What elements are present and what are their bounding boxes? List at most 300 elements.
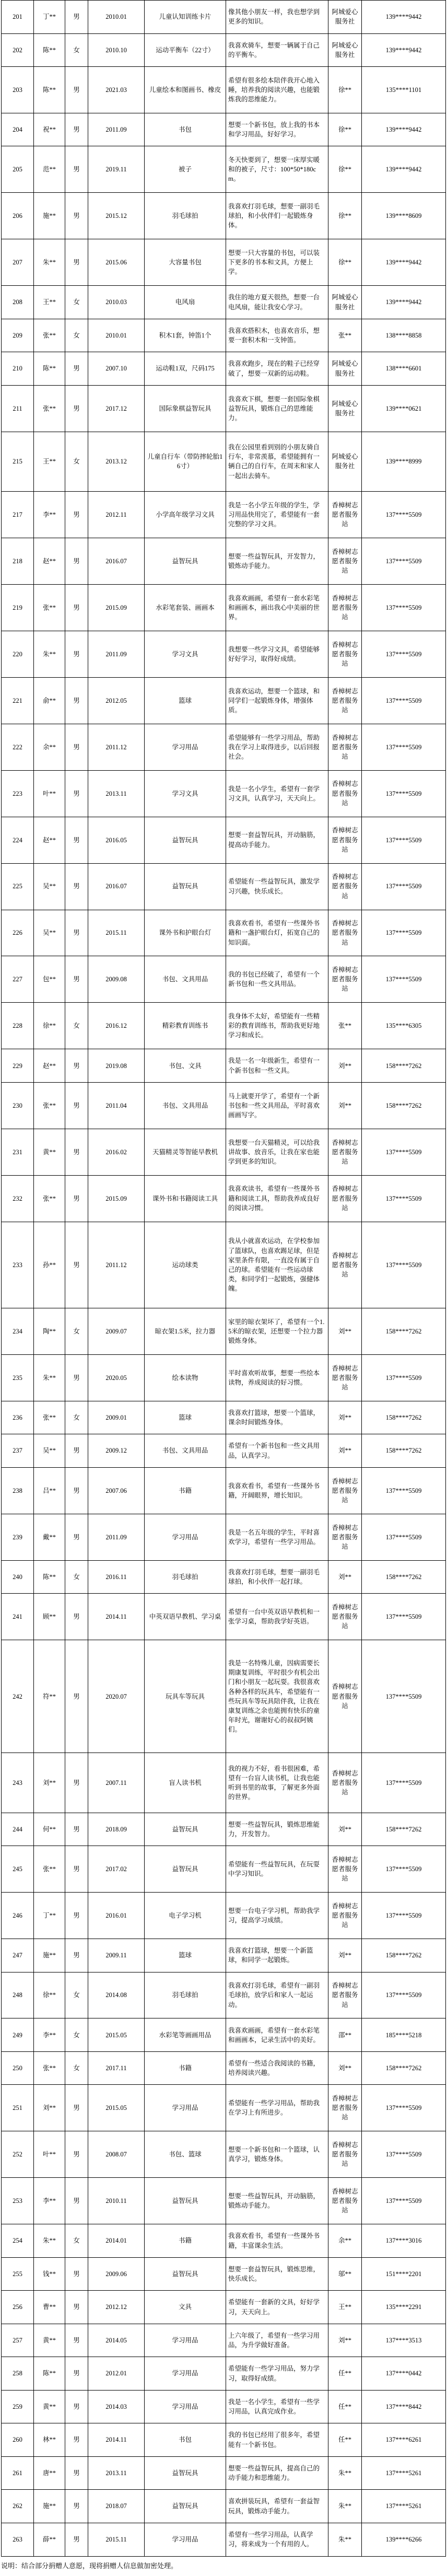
cell-name: 吴** bbox=[34, 910, 65, 956]
cell-birth: 2011.09 bbox=[88, 113, 145, 146]
cell-birth: 2010.11 bbox=[88, 2178, 145, 2224]
cell-no: 208 bbox=[2, 286, 34, 319]
table-row bbox=[2, 385, 446, 432]
table-row bbox=[2, 538, 446, 585]
cell-gender: 男 bbox=[65, 863, 88, 910]
cell-wish: 益智玩具 bbox=[145, 2490, 226, 2523]
cell-birth: 2015.11 bbox=[88, 2523, 145, 2556]
cell-reason: 像其他小朋友一样，我也想学到更多的知识。 bbox=[226, 1, 328, 34]
cell-wish: 篮球 bbox=[145, 1401, 226, 1434]
cell-claimant: 香樟树志愿者服务站 bbox=[328, 1514, 362, 1560]
cell-no: 248 bbox=[2, 1972, 34, 2018]
table-row bbox=[2, 2390, 446, 2423]
cell-no: 236 bbox=[2, 1401, 34, 1434]
cell-birth: 2020.07 bbox=[88, 1640, 145, 1753]
cell-name: 张** bbox=[34, 1401, 65, 1434]
cell-phone: 158****7262 bbox=[362, 1939, 446, 1972]
cell-wish: 益智玩具 bbox=[145, 1846, 226, 1893]
cell-wish: 书籍 bbox=[145, 2051, 226, 2085]
cell-wish: 绘本读物 bbox=[145, 1354, 226, 1401]
table-body bbox=[2, 1, 446, 2557]
cell-no: 263 bbox=[2, 2523, 34, 2556]
cell-phone: 158****7262 bbox=[362, 1813, 446, 1846]
cell-no: 227 bbox=[2, 956, 34, 1003]
cell-wish: 中英双语早教机、学习桌 bbox=[145, 1594, 226, 1640]
cell-birth: 2016.02 bbox=[88, 1129, 145, 1175]
cell-reason: 想要一个新书包，放上我的书本和学习用品，好好学习。 bbox=[226, 113, 328, 146]
cell-gender: 男 bbox=[65, 1175, 88, 1222]
cell-gender: 男 bbox=[65, 1753, 88, 1813]
cell-wish: 水彩笔等画画用品 bbox=[145, 2018, 226, 2052]
cell-no: 211 bbox=[2, 385, 34, 432]
table-row bbox=[2, 2224, 446, 2258]
cell-claimant: 张** bbox=[328, 1003, 362, 1049]
cell-birth: 2014.11 bbox=[88, 1594, 145, 1640]
cell-birth: 2016.07 bbox=[88, 863, 145, 910]
cell-wish: 小学高年级学习文具 bbox=[145, 492, 226, 538]
table-row bbox=[2, 2178, 446, 2224]
cell-gender: 男 bbox=[65, 113, 88, 146]
cell-phone: 137****5509 bbox=[362, 1753, 446, 1813]
table-row bbox=[2, 1049, 446, 1083]
cell-claimant: 刘** bbox=[328, 1401, 362, 1434]
cell-no: 207 bbox=[2, 239, 34, 286]
cell-reason: 我喜欢画画，希望有一套水彩笔和画画本，记录生活中的美好。 bbox=[226, 2018, 328, 2052]
cell-claimant: 香樟树志愿者服务站 bbox=[328, 1467, 362, 1514]
cell-birth: 2016.11 bbox=[88, 1560, 145, 1594]
table-row bbox=[2, 286, 446, 319]
cell-gender: 男 bbox=[65, 1640, 88, 1753]
cell-gender: 男 bbox=[65, 1049, 88, 1083]
cell-no: 246 bbox=[2, 1893, 34, 1939]
cell-phone: 137****5261 bbox=[362, 2456, 446, 2490]
table-row bbox=[2, 239, 446, 286]
cell-gender: 男 bbox=[65, 2423, 88, 2457]
cell-gender: 男 bbox=[65, 1222, 88, 1308]
cell-name: 徐** bbox=[34, 1972, 65, 2018]
cell-claimant: 王** bbox=[328, 2291, 362, 2324]
table-row bbox=[2, 33, 446, 67]
cell-gender: 女 bbox=[65, 2051, 88, 2085]
cell-birth: 2011.12 bbox=[88, 724, 145, 770]
cell-birth: 2015.11 bbox=[88, 910, 145, 956]
cell-phone: 137****5509 bbox=[362, 910, 446, 956]
cell-birth: 2010.10 bbox=[88, 33, 145, 67]
cell-gender: 男 bbox=[65, 1, 88, 34]
cell-gender: 男 bbox=[65, 2523, 88, 2556]
cell-reason: 希望能有一些学习用品，努力学习，取得好成绩。 bbox=[226, 2357, 328, 2391]
cell-claimant: 邬** bbox=[328, 2257, 362, 2291]
cell-name: 陈** bbox=[34, 1560, 65, 1594]
table-row bbox=[2, 770, 446, 817]
cell-reason: 我是一名小学五年级的学生，学习用品快用完了，希望能有一套完整的学习文具。 bbox=[226, 492, 328, 538]
cell-wish: 羽毛球拍 bbox=[145, 1972, 226, 2018]
cell-claimant: 香樟树志愿者服务站 bbox=[328, 1640, 362, 1753]
cell-wish: 羽毛球拍 bbox=[145, 1560, 226, 1594]
cell-gender: 女 bbox=[65, 1972, 88, 2018]
cell-reason: 我的书包已经破了，希望有一个新书包和一些文具用品。 bbox=[226, 956, 328, 1003]
cell-phone: 158****7262 bbox=[362, 2051, 446, 2085]
cell-reason: 想要一些益智玩具，提高自己的动手能力和思维能力。 bbox=[226, 2456, 328, 2490]
cell-name: 范** bbox=[34, 146, 65, 193]
table-row bbox=[2, 1082, 446, 1129]
cell-reason: 我喜欢看书，希望有一些课外书籍，开阔眼界，增长知识。 bbox=[226, 1467, 328, 1514]
cell-phone: 185****5218 bbox=[362, 2018, 446, 2052]
cell-reason: 我喜欢下棋，想要一套国际象棋益智玩具，锻炼自己的思维能力。 bbox=[226, 385, 328, 432]
table-row bbox=[2, 432, 446, 491]
cell-phone: 158****7262 bbox=[362, 1401, 446, 1434]
cell-reason: 想要一台电子学习机，帮助我学习，提高学习成绩。 bbox=[226, 1893, 328, 1939]
table-row bbox=[2, 1514, 446, 1560]
cell-birth: 2015.09 bbox=[88, 1175, 145, 1222]
cell-birth: 2011.12 bbox=[88, 1222, 145, 1308]
cell-reason: 马上就要开学了，希望有一个新书包和一些文具用品，平时喜欢画画写字。 bbox=[226, 1082, 328, 1129]
cell-wish: 益智玩具 bbox=[145, 2257, 226, 2291]
cell-wish: 书包、篮球 bbox=[145, 2131, 226, 2178]
cell-no: 259 bbox=[2, 2390, 34, 2423]
cell-claimant: 刘** bbox=[328, 1308, 362, 1354]
cell-phone: 137****5261 bbox=[362, 2490, 446, 2523]
cell-claimant: 香樟树志愿者服务站 bbox=[328, 631, 362, 677]
cell-claimant: 徐** bbox=[328, 67, 362, 113]
cell-name: 唐** bbox=[34, 2456, 65, 2490]
cell-reason: 希望能够有一些学习用品，帮助我在学习上取得进步，以后回报社会。 bbox=[226, 724, 328, 770]
cell-name: 施** bbox=[34, 1939, 65, 1972]
cell-claimant: 朱** bbox=[328, 2523, 362, 2556]
cell-phone: 137****5509 bbox=[362, 1594, 446, 1640]
table-row bbox=[2, 1560, 446, 1594]
cell-birth: 2012.01 bbox=[88, 2357, 145, 2391]
cell-wish: 书包、文具用品 bbox=[145, 956, 226, 1003]
cell-reason: 我喜欢看书，希望有一些课外书籍，丰富课余生活。 bbox=[226, 2224, 328, 2258]
cell-no: 223 bbox=[2, 770, 34, 817]
cell-claimant: 阿城爱心服务社 bbox=[328, 352, 362, 386]
cell-phone: 137****5509 bbox=[362, 2085, 446, 2131]
cell-wish: 益智玩具 bbox=[145, 2456, 226, 2490]
cell-claimant: 香樟树志愿者服务站 bbox=[328, 956, 362, 1003]
cell-birth: 2016.05 bbox=[88, 817, 145, 863]
cell-reason: 我是一名小学生，希望有一些学习用品，认真完成作业。 bbox=[226, 2390, 328, 2423]
cell-reason: 家里的晾衣架坏了，希望有一个1.5米的晾衣架，还想要一个拉力器锻炼身体。 bbox=[226, 1308, 328, 1354]
cell-wish: 书包、文具 bbox=[145, 1049, 226, 1083]
cell-name: 包** bbox=[34, 956, 65, 1003]
cell-name: 赵** bbox=[34, 538, 65, 585]
cell-claimant: 阿城爱心服务社 bbox=[328, 1, 362, 34]
cell-wish: 课外书和护眼台灯 bbox=[145, 910, 226, 956]
cell-birth: 2019.08 bbox=[88, 1049, 145, 1083]
table-row bbox=[2, 1939, 446, 1972]
cell-phone: 137****5509 bbox=[362, 538, 446, 585]
wish-list-table bbox=[1, 0, 446, 2557]
cell-phone: 138****6601 bbox=[362, 352, 446, 386]
cell-no: 210 bbox=[2, 352, 34, 386]
table-row bbox=[2, 724, 446, 770]
cell-birth: 2013.11 bbox=[88, 2456, 145, 2490]
cell-phone: 137****5509 bbox=[362, 1129, 446, 1175]
cell-reason: 我住的地方夏天很热，想要一台电风扇，能让我安心学习。 bbox=[226, 286, 328, 319]
cell-claimant: 香樟树志愿者服务站 bbox=[328, 1222, 362, 1308]
cell-reason: 我喜欢读书，希望有一些课外书籍和阅读工具，帮助我养成良好的阅读习惯。 bbox=[226, 1175, 328, 1222]
cell-birth: 2018.07 bbox=[88, 2490, 145, 2523]
cell-reason: 上六年级了，希望有一些学习用品，为升学做好准备。 bbox=[226, 2324, 328, 2357]
cell-reason: 喜欢拼装玩具，希望有一套益智玩具，锻炼动手能力。 bbox=[226, 2490, 328, 2523]
cell-birth: 2007.10 bbox=[88, 352, 145, 386]
cell-claimant: 刘** bbox=[328, 1813, 362, 1846]
cell-name: 吴** bbox=[34, 1434, 65, 1468]
table-row bbox=[2, 1753, 446, 1813]
cell-phone: 137****5509 bbox=[362, 956, 446, 1003]
cell-claimant: 香樟树志愿者服务站 bbox=[328, 770, 362, 817]
cell-wish: 学习用品 bbox=[145, 2390, 226, 2423]
cell-gender: 男 bbox=[65, 1082, 88, 1129]
cell-name: 李** bbox=[34, 2178, 65, 2224]
cell-wish: 电风扇 bbox=[145, 286, 226, 319]
cell-birth: 2009.08 bbox=[88, 956, 145, 1003]
cell-claimant: 任** bbox=[328, 2423, 362, 2457]
cell-claimant: 香樟树志愿者服务站 bbox=[328, 2131, 362, 2178]
table-row bbox=[2, 2324, 446, 2357]
cell-birth: 2009.06 bbox=[88, 2257, 145, 2291]
table-row bbox=[2, 1401, 446, 1434]
cell-gender: 男 bbox=[65, 2085, 88, 2131]
cell-wish: 学习用品 bbox=[145, 2357, 226, 2391]
cell-birth: 2012.11 bbox=[88, 492, 145, 538]
cell-birth: 2009.12 bbox=[88, 1434, 145, 1468]
cell-wish: 课外书和书籍阅读工具 bbox=[145, 1175, 226, 1222]
cell-wish: 运动鞋1双，尺码175 bbox=[145, 352, 226, 386]
cell-no: 260 bbox=[2, 2423, 34, 2457]
cell-birth: 2017.02 bbox=[88, 1846, 145, 1893]
cell-name: 祝** bbox=[34, 113, 65, 146]
cell-gender: 男 bbox=[65, 1594, 88, 1640]
table-row bbox=[2, 1129, 446, 1175]
cell-name: 林** bbox=[34, 2423, 65, 2457]
cell-birth: 2014.03 bbox=[88, 2390, 145, 2423]
cell-phone: 139****9442 bbox=[362, 239, 446, 286]
cell-birth: 2013.11 bbox=[88, 770, 145, 817]
cell-no: 256 bbox=[2, 2291, 34, 2324]
cell-birth: 2021.03 bbox=[88, 67, 145, 113]
cell-reason: 我喜欢运动，想要一个篮球，和同学们一起锻炼身体，增强体质。 bbox=[226, 677, 328, 724]
cell-no: 243 bbox=[2, 1753, 34, 1813]
cell-claimant: 香樟树志愿者服务站 bbox=[328, 1354, 362, 1401]
cell-name: 丁** bbox=[34, 1, 65, 34]
cell-phone: 158****7262 bbox=[362, 1560, 446, 1594]
cell-claimant: 刘** bbox=[328, 1049, 362, 1083]
wish-list-sheet bbox=[1, 0, 446, 2557]
cell-phone: 137****6261 bbox=[362, 2423, 446, 2457]
cell-name: 陈** bbox=[34, 2357, 65, 2391]
cell-birth: 2016.01 bbox=[88, 1893, 145, 1939]
cell-wish: 益智玩具 bbox=[145, 1813, 226, 1846]
table-row bbox=[2, 1594, 446, 1640]
cell-phone: 139****9442 bbox=[362, 146, 446, 193]
cell-no: 242 bbox=[2, 1640, 34, 1753]
cell-claimant: 朱** bbox=[328, 2490, 362, 2523]
cell-wish: 盲人读书机 bbox=[145, 1753, 226, 1813]
cell-birth: 2007.11 bbox=[88, 1753, 145, 1813]
cell-reason: 想要一个新书包和一个篮球，认真学习，锻炼身体。 bbox=[226, 2131, 328, 2178]
cell-birth: 2015.12 bbox=[88, 193, 145, 239]
cell-claimant: 香樟树志愿者服务站 bbox=[328, 910, 362, 956]
cell-no: 202 bbox=[2, 33, 34, 67]
cell-birth: 2012.05 bbox=[88, 677, 145, 724]
cell-no: 233 bbox=[2, 1222, 34, 1308]
cell-phone: 138****8858 bbox=[362, 319, 446, 352]
cell-no: 201 bbox=[2, 1, 34, 34]
table-row bbox=[2, 2490, 446, 2523]
cell-name: 徐** bbox=[34, 1003, 65, 1049]
cell-wish: 儿童认知训练卡片 bbox=[145, 1, 226, 34]
cell-wish: 电子学习机 bbox=[145, 1893, 226, 1939]
cell-phone: 139****9442 bbox=[362, 286, 446, 319]
cell-reason: 我想要一台天猫精灵，可以给我讲故事、放音乐，让我在家也能学到更多的知识。 bbox=[226, 1129, 328, 1175]
cell-reason: 希望能有一套新的文具，好好学习，天天向上。 bbox=[226, 2291, 328, 2324]
cell-gender: 男 bbox=[65, 2131, 88, 2178]
cell-birth: 2014.05 bbox=[88, 2324, 145, 2357]
cell-phone: 158****7262 bbox=[362, 1082, 446, 1129]
cell-wish: 篮球 bbox=[145, 677, 226, 724]
cell-wish: 国际象棋益智玩具 bbox=[145, 385, 226, 432]
cell-phone: 137****5509 bbox=[362, 2131, 446, 2178]
cell-no: 206 bbox=[2, 193, 34, 239]
cell-reason: 希望有一些适合我阅读的书籍，培养阅读兴趣。 bbox=[226, 2051, 328, 2085]
table-row bbox=[2, 1175, 446, 1222]
cell-gender: 男 bbox=[65, 538, 88, 585]
cell-no: 221 bbox=[2, 677, 34, 724]
cell-reason: 想要一些益智玩具，开发智力，锻炼动手能力。 bbox=[226, 538, 328, 585]
table-row bbox=[2, 1, 446, 34]
cell-reason: 希望有一些学习用品，认真学习，将来成为一个有用的人。 bbox=[226, 2523, 328, 2556]
cell-name: 曹** bbox=[34, 2291, 65, 2324]
cell-wish: 学习用品 bbox=[145, 2523, 226, 2556]
cell-reason: 我的书包已经用了很多年，希望能有一个新书包。 bbox=[226, 2423, 328, 2457]
cell-phone: 137****5509 bbox=[362, 1893, 446, 1939]
cell-name: 施** bbox=[34, 193, 65, 239]
cell-phone: 151****2201 bbox=[362, 2257, 446, 2291]
cell-gender: 男 bbox=[65, 1467, 88, 1514]
cell-name: 钱** bbox=[34, 2257, 65, 2291]
cell-phone: 139****0621 bbox=[362, 385, 446, 432]
cell-reason: 我从小就喜欢运动，在学校参加了篮球队，也喜欢踢足球，但是家里条件有限，一直没有属于自己的球。希望能有一些运动球类，和同学们一起锻炼，强健体魄。 bbox=[226, 1222, 328, 1308]
cell-phone: 137****5509 bbox=[362, 677, 446, 724]
cell-reason: 希望有一台中英双语早教机和一张学习桌，帮助我学好英语。 bbox=[226, 1594, 328, 1640]
cell-phone: 137****8442 bbox=[362, 2390, 446, 2423]
cell-birth: 2011.09 bbox=[88, 631, 145, 677]
cell-gender: 男 bbox=[65, 193, 88, 239]
table-row bbox=[2, 2357, 446, 2391]
cell-gender: 女 bbox=[65, 1003, 88, 1049]
cell-claimant: 徐** bbox=[328, 146, 362, 193]
table-row bbox=[2, 817, 446, 863]
cell-gender: 男 bbox=[65, 584, 88, 631]
cell-gender: 女 bbox=[65, 286, 88, 319]
cell-no: 238 bbox=[2, 1467, 34, 1514]
cell-claimant: 张** bbox=[328, 319, 362, 352]
cell-gender: 女 bbox=[65, 1308, 88, 1354]
cell-phone: 137****5509 bbox=[362, 1972, 446, 2018]
cell-no: 222 bbox=[2, 724, 34, 770]
cell-claimant: 香樟树志愿者服务站 bbox=[328, 492, 362, 538]
table-row bbox=[2, 1467, 446, 1514]
cell-birth: 2014.11 bbox=[88, 2423, 145, 2457]
cell-birth: 2016.07 bbox=[88, 538, 145, 585]
cell-no: 245 bbox=[2, 1846, 34, 1893]
table-row bbox=[2, 2456, 446, 2490]
cell-no: 252 bbox=[2, 2131, 34, 2178]
cell-gender: 男 bbox=[65, 352, 88, 386]
cell-name: 张** bbox=[34, 2051, 65, 2085]
cell-birth: 2016.12 bbox=[88, 1003, 145, 1049]
cell-gender: 男 bbox=[65, 2291, 88, 2324]
cell-phone: 139****8609 bbox=[362, 193, 446, 239]
cell-claimant: 香樟树志愿者服务站 bbox=[328, 2085, 362, 2131]
cell-wish: 学习用品 bbox=[145, 2085, 226, 2131]
table-row bbox=[2, 319, 446, 352]
cell-no: 205 bbox=[2, 146, 34, 193]
cell-claimant: 香樟树志愿者服务站 bbox=[328, 1594, 362, 1640]
cell-birth: 2009.07 bbox=[88, 1308, 145, 1354]
cell-name: 张** bbox=[34, 319, 65, 352]
cell-gender: 男 bbox=[65, 2456, 88, 2490]
cell-gender: 男 bbox=[65, 631, 88, 677]
cell-name: 施** bbox=[34, 2490, 65, 2523]
table-row bbox=[2, 1003, 446, 1049]
cell-name: 吴** bbox=[34, 863, 65, 910]
cell-claimant: 刘** bbox=[328, 1082, 362, 1129]
cell-reason: 平时喜欢听故事，想要一些绘本读物，养成阅读的好习惯。 bbox=[226, 1354, 328, 1401]
cell-wish: 文具 bbox=[145, 2291, 226, 2324]
cell-gender: 男 bbox=[65, 817, 88, 863]
cell-gender: 女 bbox=[65, 432, 88, 491]
cell-birth: 2015.05 bbox=[88, 2085, 145, 2131]
cell-reason: 希望能有一些学习用品，帮助我在学习上有所进步。 bbox=[226, 2085, 328, 2131]
cell-birth: 2010.03 bbox=[88, 286, 145, 319]
cell-claimant: 阿城爱心服务社 bbox=[328, 33, 362, 67]
cell-phone: 139****9442 bbox=[362, 113, 446, 146]
cell-birth: 2011.04 bbox=[88, 1082, 145, 1129]
cell-no: 249 bbox=[2, 2018, 34, 2052]
cell-no: 234 bbox=[2, 1308, 34, 1354]
cell-reason: 我喜欢画画，希望有一套水彩笔和画画本，画出我心中美丽的世界。 bbox=[226, 584, 328, 631]
cell-wish: 学习用品 bbox=[145, 1514, 226, 1560]
cell-birth: 2015.09 bbox=[88, 584, 145, 631]
cell-no: 219 bbox=[2, 584, 34, 631]
table-row bbox=[2, 677, 446, 724]
cell-phone: 137****5509 bbox=[362, 1467, 446, 1514]
cell-wish: 书籍 bbox=[145, 2224, 226, 2258]
cell-claimant: 香樟树志愿者服务站 bbox=[328, 724, 362, 770]
cell-reason: 想要一些益智玩具，开动脑筋，锻炼动手能力。 bbox=[226, 2178, 328, 2224]
cell-no: 255 bbox=[2, 2257, 34, 2291]
cell-name: 吕** bbox=[34, 1467, 65, 1514]
table-row bbox=[2, 1222, 446, 1308]
table-row bbox=[2, 584, 446, 631]
cell-no: 253 bbox=[2, 2178, 34, 2224]
cell-reason: 我身体不太好，希望能有一些精彩的教育训练书，帮助我更好地学习和成长。 bbox=[226, 1003, 328, 1049]
cell-no: 240 bbox=[2, 1560, 34, 1594]
cell-name: 顾** bbox=[34, 1594, 65, 1640]
cell-name: 赵** bbox=[34, 1049, 65, 1083]
table-row bbox=[2, 492, 446, 538]
table-row bbox=[2, 113, 446, 146]
cell-wish: 书包、文具用品 bbox=[145, 1434, 226, 1468]
cell-phone: 137****5509 bbox=[362, 1354, 446, 1401]
table-row bbox=[2, 1434, 446, 1468]
cell-gender: 男 bbox=[65, 2390, 88, 2423]
cell-claimant: 任** bbox=[328, 2390, 362, 2423]
cell-birth: 2014.08 bbox=[88, 1972, 145, 2018]
